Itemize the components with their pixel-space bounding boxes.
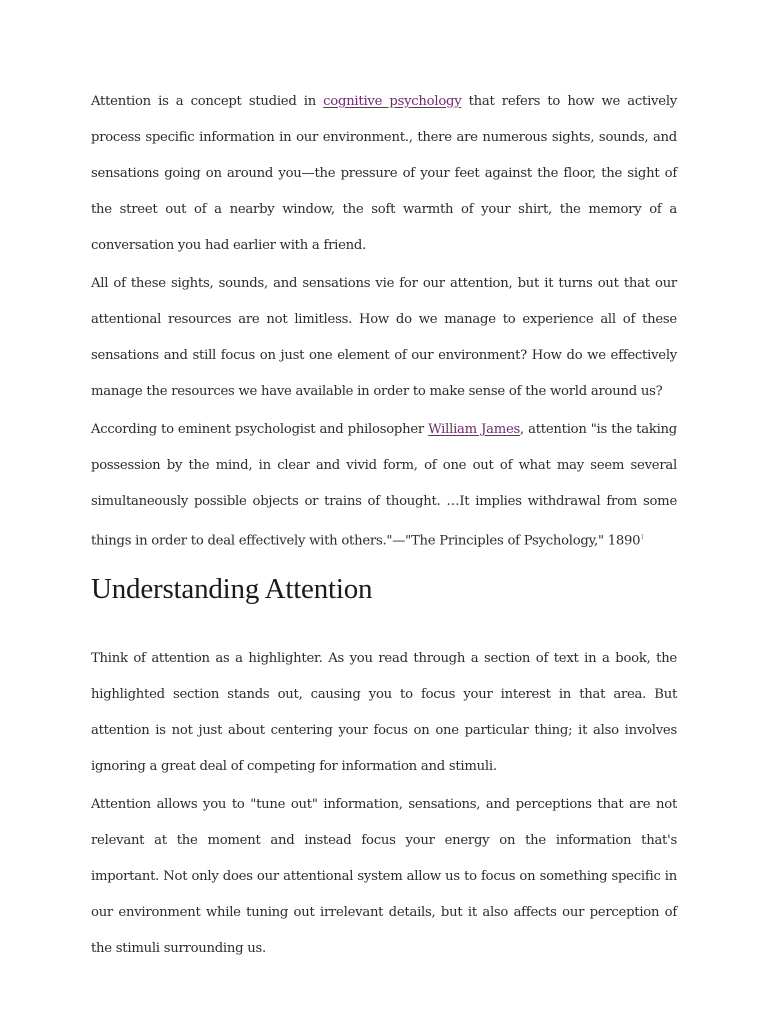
document-page (91, 84, 677, 969)
paragraph-william-james (91, 412, 677, 559)
paragraph-intro-text-start: Attention is a concept studied in (91, 94, 324, 109)
paragraph-intro (91, 84, 677, 264)
paragraph-resources: All of these sights, sounds, and sensations vie for our attention, but it turns out that our attentional resources are not limitless. How do we manage to experience all of these sensations and still focus on just one element of our environment? How do we effectively manage the resources we have available in order to make sense of the world around us? (91, 276, 677, 399)
william-james-link[interactable]: William James (428, 422, 521, 437)
paragraph-intro-text-end: that refers to how we actively process specific information in our environment., there are numerous sights, sounds, and sensations going on around you—the pressure of your feet against the floor, the sight of the street out of a nearby window, the soft warmth of your shirt, the memory of a conversation you had earlier with a friend. (91, 94, 677, 253)
footnote-marker[interactable]: 1 (640, 534, 644, 541)
paragraph-tune-out: Attention allows you to "tune out" information, sensations, and perceptions that are not relevant at the moment and instead focus your energy on the information that's important. Not only does our attentional system allow us to focus on something specific in our environment while tuning out irrelevant details, but it also affects our perception of the stimuli surrounding us. (91, 797, 677, 957)
cognitive-psychology-link[interactable]: cognitive psychology (323, 94, 462, 109)
paragraph-william-james-text-start: According to eminent psychologist and philosopher (91, 422, 429, 437)
section-heading: Understanding Attention (91, 573, 373, 606)
paragraph-highlighter: Think of attention as a highlighter. As you read through a section of text in a book, the highlighted section stands out, causing you to focus your interest in that area. But attention is not just about centering your focus on one particular thing; it also involves ignoring a great deal of competing for information and stimuli. (91, 651, 677, 775)
paragraph-william-james-text-end: , attention "is the taking possession by the mind, in clear and vivid form, of one out of what may seem several simultaneously possible objects or trains of thought. …It implies withdrawal from some things in order to deal effectively with others."—"The Principles of Psychology," 1890 (91, 422, 677, 549)
